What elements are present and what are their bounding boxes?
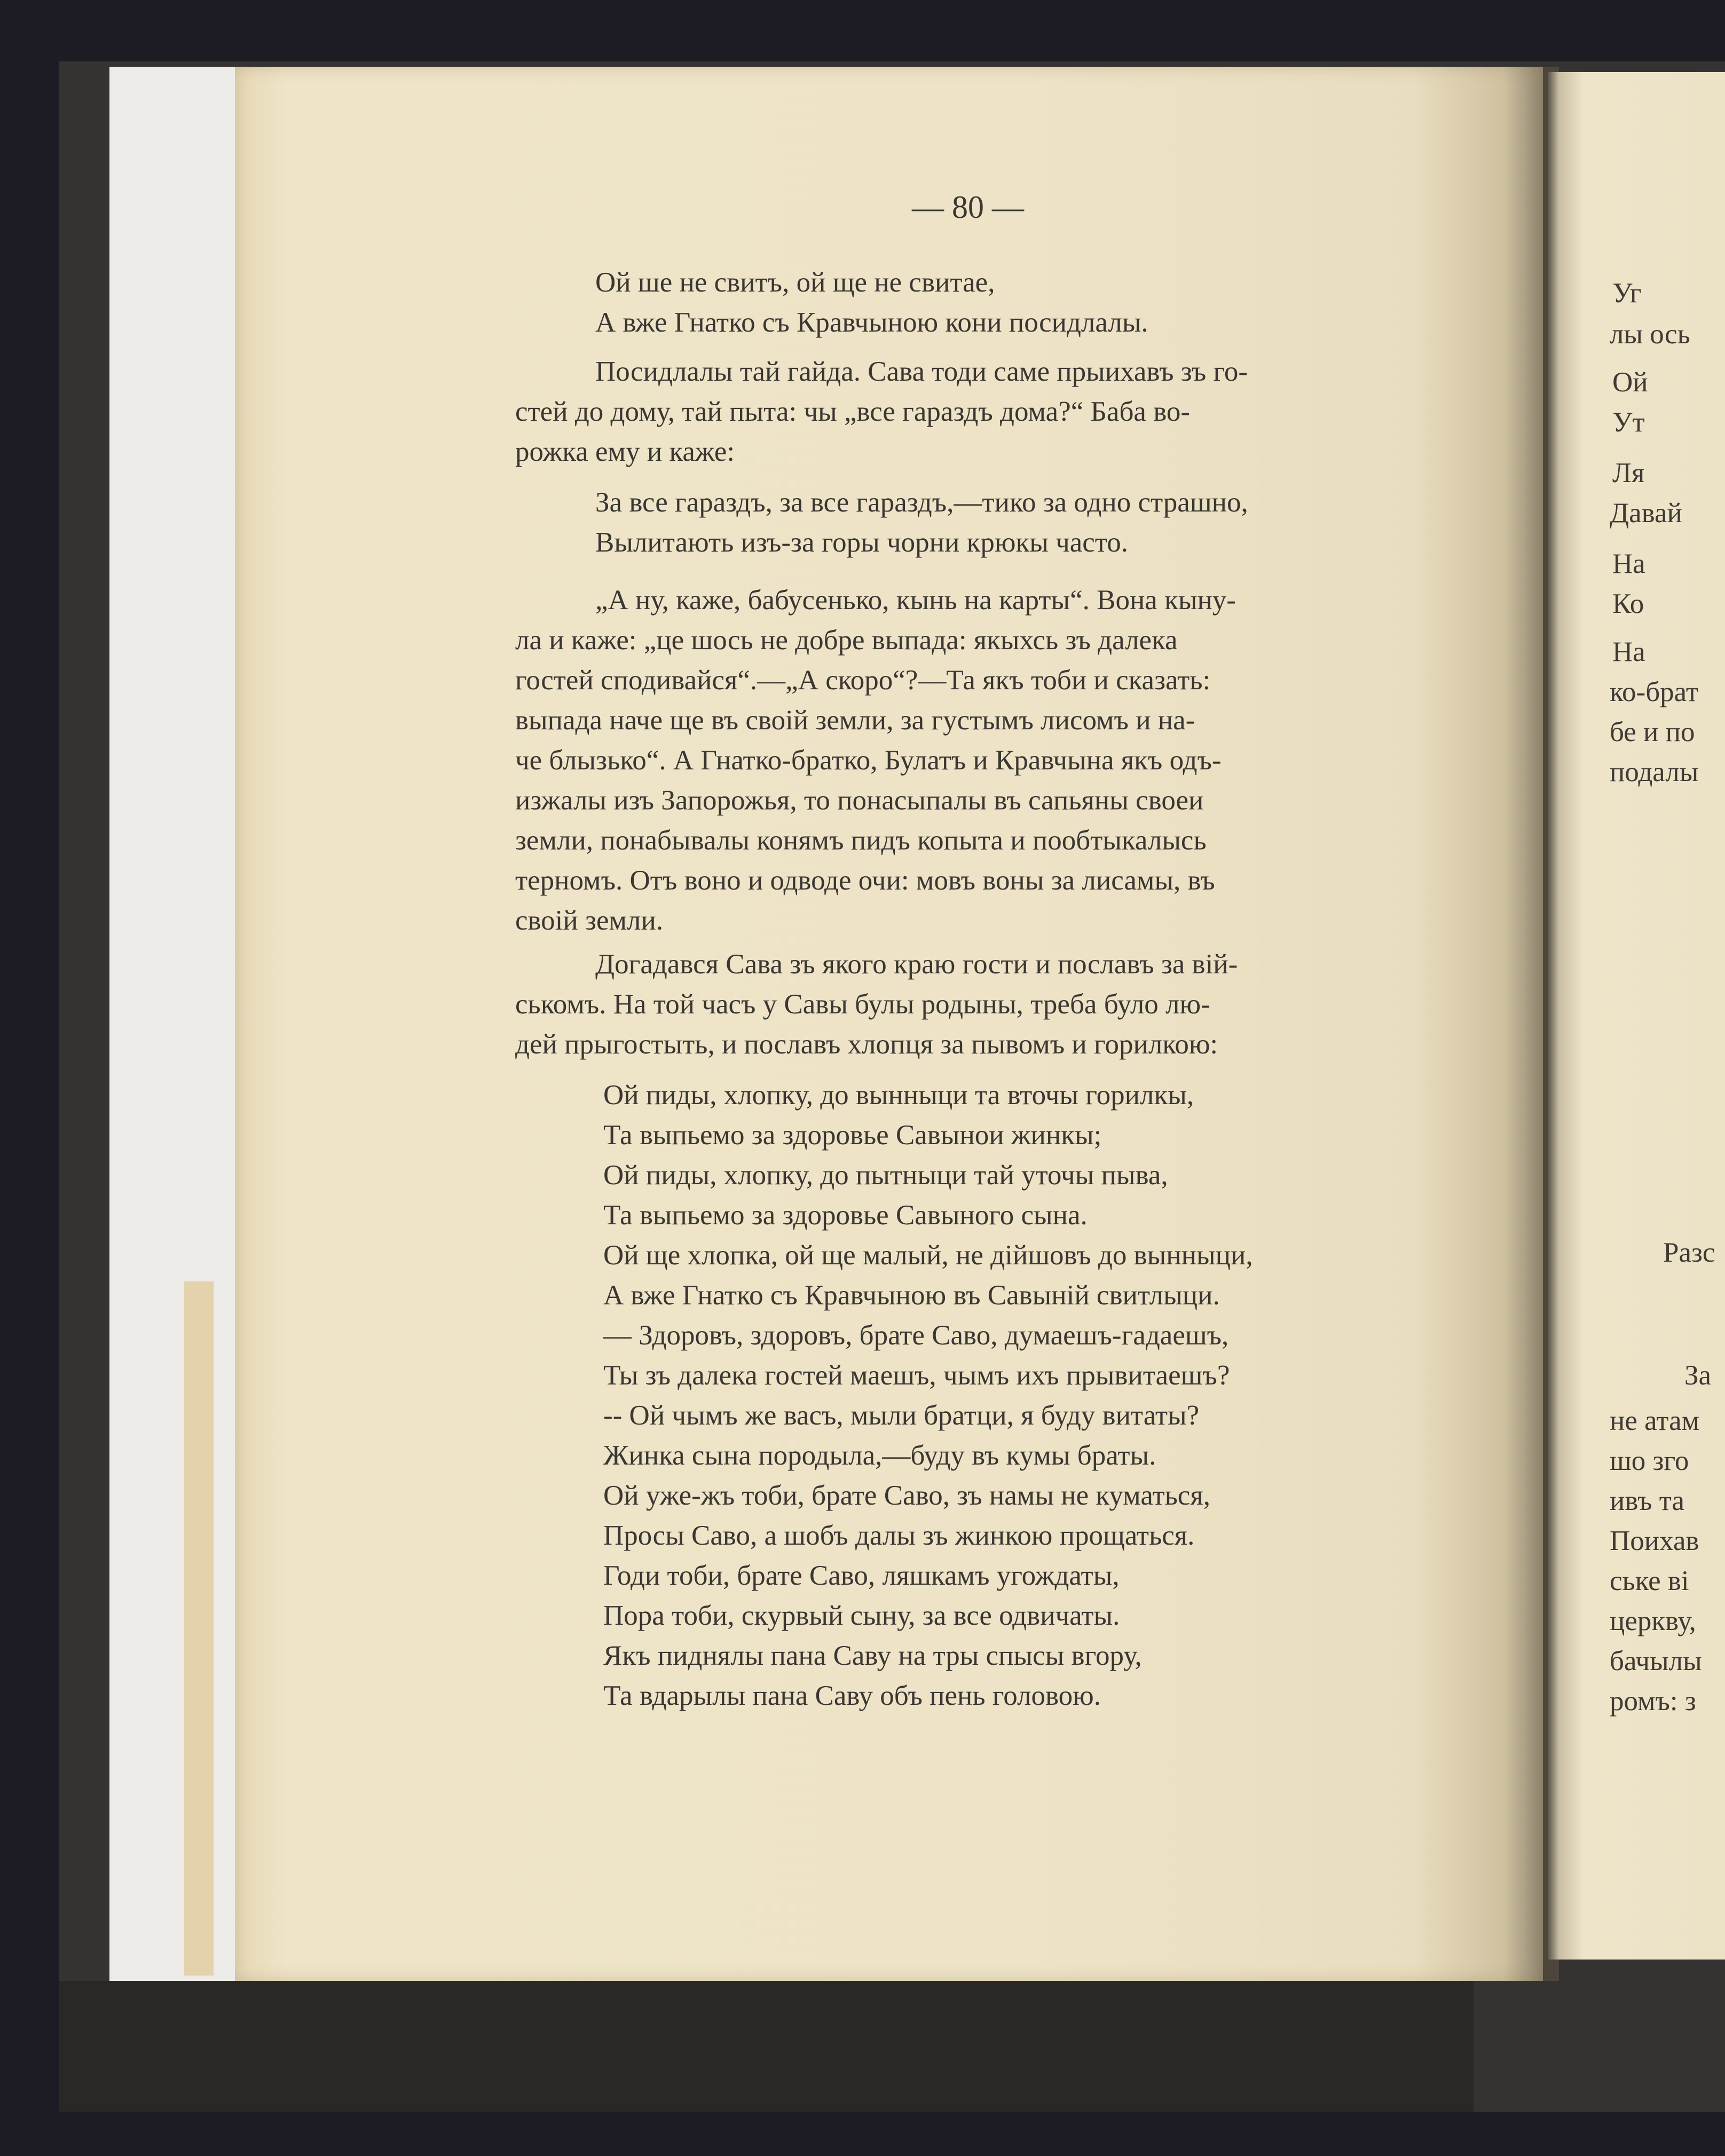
verse-line: Та вдарылы пана Саву объ пень головою. xyxy=(603,1680,1101,1711)
text-line: ськомъ. На той часъ у Савы булы родыны, треба було лю- xyxy=(515,989,1210,1020)
text-line: терномъ. Отъ воно и одводе очи: мовъ воны за лисамы, въ xyxy=(515,865,1215,896)
text-line: „А ну, каже, бабусенько, кынь на карты“. Вона кыну- xyxy=(595,585,1236,616)
text-line: дей прыгостыть, и пославъ хлопця за пывомъ и горилкою: xyxy=(515,1029,1218,1060)
fragment: Ут xyxy=(1612,407,1645,438)
verse-line: Просы Саво, а шобъ далы зъ жинкою прощаться. xyxy=(603,1520,1195,1551)
bottom-board-strip xyxy=(59,1981,1474,2112)
verse-line: Пора тоби, скурвый сыну, за все одвичаты. xyxy=(603,1600,1120,1631)
text-line: че блызько“. А Гнатко-братко, Булатъ и Кравчына якъ одъ- xyxy=(515,745,1222,776)
fragment: Поихав xyxy=(1610,1525,1699,1556)
text-line: Догадався Сава зъ якого краю гости и пославъ за вій- xyxy=(595,949,1238,980)
right-page-fragments xyxy=(1548,72,1725,1960)
text-line: выпада наче ще въ своій земли, за густымъ лисомъ и на- xyxy=(515,705,1195,736)
verse-line: -- Ой чымъ же васъ, мыли братци, я буду витаты? xyxy=(603,1400,1200,1431)
text-line: стей до дому, тай пыта: чы „все гараздъ дома?“ Баба во- xyxy=(515,396,1191,427)
fragment: Ой xyxy=(1612,367,1648,398)
fragment: не атам xyxy=(1610,1405,1700,1436)
verse-line: Жинка сына породыла,—буду въ кумы браты. xyxy=(603,1440,1156,1471)
verse-line: Ты зъ далека гостей маешъ, чымъ ихъ прывитаешъ? xyxy=(603,1360,1230,1391)
text-line: гостей сподивайся“.—„А скоро“?—Та якъ тоби и сказать: xyxy=(515,665,1211,696)
fragment: Ко xyxy=(1612,588,1644,619)
verse-line: Та выпьемо за здоровье Савыного сына. xyxy=(603,1200,1088,1231)
fragment: Уг xyxy=(1612,278,1642,309)
text-line: Посидлалы тай гайда. Сава тоди саме прыихавъ зъ го- xyxy=(595,356,1248,387)
fragment: За xyxy=(1684,1360,1712,1391)
page-number: — 80 — xyxy=(912,190,1024,225)
verse-line: — Здоровъ, здоровъ, брате Саво, думаешъ-гадаешъ, xyxy=(603,1320,1229,1351)
fragment: На xyxy=(1612,548,1645,579)
text-line: своій земли. xyxy=(515,905,664,936)
fragment: подалы xyxy=(1610,757,1699,788)
text-line: А вже Гнатко съ Кравчыною кони посидлалы. xyxy=(595,307,1148,338)
fragment: бачылы xyxy=(1610,1646,1702,1677)
fragment: бе и по xyxy=(1610,717,1695,747)
text-line: земли, понабывалы конямъ пидъ копыта и пообтыкалысь xyxy=(515,825,1207,856)
fragment: На xyxy=(1612,636,1645,667)
verse-line: Якъ пиднялы пана Саву на тры спысы вгору, xyxy=(603,1640,1142,1671)
fragment: ко-брат xyxy=(1610,676,1698,707)
verse-line: Ой пиды, хлопку, до пытныци тай уточы пыва, xyxy=(603,1160,1168,1191)
fragment: лы ось xyxy=(1610,319,1690,350)
verse-line: Та выпьемо за здоровье Савынои жинкы; xyxy=(603,1120,1102,1151)
fragment: ромъ: з xyxy=(1610,1686,1696,1717)
verse-line: Годи тоби, брате Саво, ляшкамъ угождаты, xyxy=(603,1560,1120,1591)
text-line: Вылитають изъ-за горы чорни крюкы часто. xyxy=(595,527,1129,558)
fragment: ське ві xyxy=(1610,1565,1689,1596)
verse-line: А вже Гнатко съ Кравчыною въ Савыній свитлыци. xyxy=(603,1280,1220,1311)
white-backing-strip xyxy=(109,67,235,1981)
text-line: изжалы изъ Запорожья, то понасыпалы въ сапьяны своеи xyxy=(515,785,1204,816)
fragment: Ля xyxy=(1612,458,1645,489)
fragment: шо зго xyxy=(1610,1445,1689,1476)
text-line: ла и каже: „це шось не добре выпада: якыхсь зъ далека xyxy=(515,625,1178,656)
page-edge-stain xyxy=(184,1281,214,1976)
fragment: ивъ та xyxy=(1610,1485,1685,1516)
fragment: церкву, xyxy=(1610,1606,1696,1636)
fragment: Давай xyxy=(1610,498,1682,529)
text-line: За все гараздъ, за все гараздъ,—тико за одно страшно, xyxy=(595,487,1248,518)
text-line: Ой ше не свитъ, ой ще не свитае, xyxy=(595,267,995,298)
verse-line: Ой уже-жъ тоби, брате Саво, зъ намы не куматься, xyxy=(603,1480,1210,1511)
verse-line: Ой пиды, хлопку, до вынныци та вточы горилкы, xyxy=(603,1080,1194,1111)
text-line: рожка ему и каже: xyxy=(515,436,735,467)
fragment: Разс xyxy=(1663,1237,1715,1268)
verse-line: Ой ще хлопка, ой ще малый, не дійшовъ до вынныци, xyxy=(603,1240,1253,1271)
